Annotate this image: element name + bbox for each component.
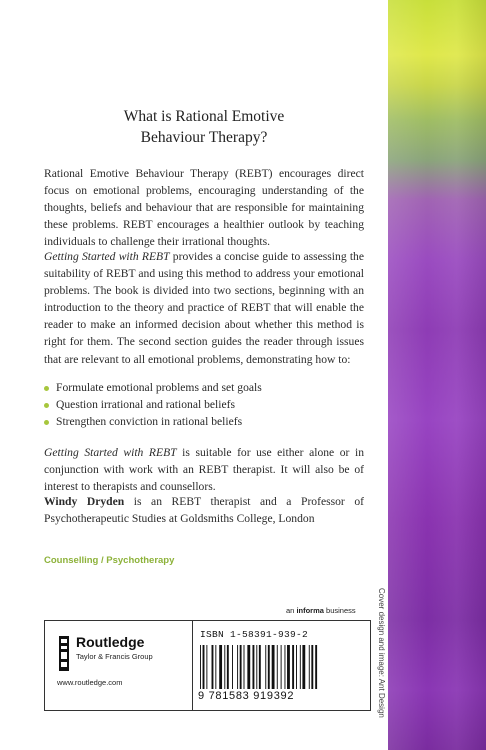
- book-title-italic: Getting Started with REBT: [44, 250, 170, 263]
- isbn-label: ISBN 1-58391-939-2: [200, 629, 309, 640]
- intro-paragraph: Rational Emotive Behaviour Therapy (REBT) encourages direct focus on emotional problems, encouraging understanding of the thoughts, beliefs and behaviour that are responsible for maintaining these problems. REBT encourages a healthier outlook by teaching individuals to challenge their irrational thoughts.: [44, 167, 364, 249]
- barcode-icon: [200, 645, 360, 689]
- author-paragraph: [44, 493, 364, 527]
- author-name: Windy Dryden: [44, 495, 125, 508]
- list-item: Strengthen conviction in rational beliefs: [44, 413, 364, 430]
- list-item: Formulate emotional problems and set goals: [44, 379, 364, 396]
- publisher-url: www.routledge.com: [57, 678, 123, 687]
- description-text: provides a concise guide to assessing the suitability of REBT and using this method to address your emotional problems. The book is divided into two sections, beginning with an introduction to the theory and practice of REBT that will enable the reader to make an informed decision about whether this method is right for them. The second section guides the reader through issues that are relevant to all emotional problems, demonstrating how to:: [44, 250, 364, 366]
- title-line-2: Behaviour Therapy?: [140, 129, 268, 146]
- barcode-number: 9 781583 919392: [198, 690, 295, 702]
- page-title: [44, 106, 364, 148]
- author-bio: is an REBT therapist and a Professor of Psychotherapeutic Studies at Goldsmiths College, London: [44, 495, 364, 526]
- publisher-name: Routledge: [76, 634, 145, 650]
- audience-paragraph: [44, 444, 364, 495]
- list-item: Question irrational and rational beliefs: [44, 396, 364, 413]
- audience-text: is suitable for use either alone or in conjunction with work with an REBT therapist. It will also be of interest to therapists and counsellors.: [44, 446, 364, 494]
- cover-color-strip: [388, 0, 486, 750]
- publisher-barcode-box: [44, 620, 371, 711]
- book-title-italic: Getting Started with REBT: [44, 446, 177, 459]
- description-paragraph: [44, 248, 364, 368]
- cover-credit: Cover design and image: Ant Design: [377, 588, 386, 718]
- routledge-logo-icon: [59, 636, 69, 671]
- informa-brand: informa: [296, 606, 324, 615]
- informa-tagline: an informa business: [286, 606, 356, 615]
- benefit-list: [44, 379, 364, 430]
- box-divider: [192, 621, 193, 710]
- publisher-group: Taylor & Francis Group: [76, 652, 153, 661]
- title-line-1: What is Rational Emotive: [123, 108, 285, 125]
- subject-category: Counselling / Psychotherapy: [44, 555, 175, 566]
